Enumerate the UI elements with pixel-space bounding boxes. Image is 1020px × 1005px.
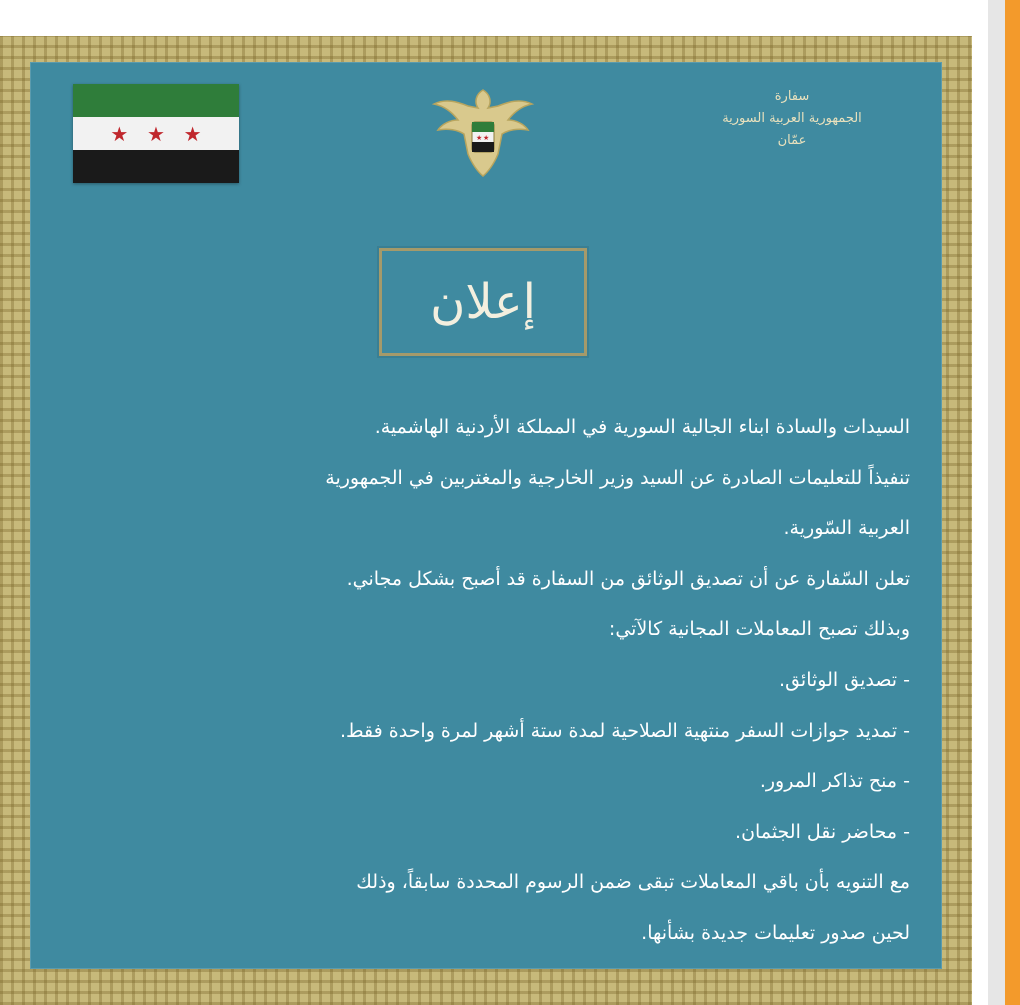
body-line: تعلن السّفارة عن أن تصديق الوثائق من السفارة قد أصبح بشكل مجاني. bbox=[346, 567, 910, 590]
body-line: لحين صدور تعليمات جديدة بشأنها. bbox=[641, 921, 910, 944]
accent-bar bbox=[1005, 0, 1020, 1005]
syrian-flag-icon: ★ ★ ★ bbox=[73, 84, 239, 183]
body-line: العربية السّورية. bbox=[783, 517, 910, 540]
body-line: - محاضر نقل الجثمان. bbox=[735, 820, 910, 843]
announcement-panel bbox=[30, 62, 942, 969]
body-line: وبذلك تصبح المعاملات المجانية كالآتي: bbox=[608, 618, 910, 641]
body-line: مع التنويه بأن باقي المعاملات تبقى ضمن الرسوم المحددة سابقاً، وذلك bbox=[356, 871, 910, 894]
svg-text:★: ★ bbox=[483, 134, 490, 142]
body-line: - منح تذاكر المرور. bbox=[759, 770, 910, 793]
embassy-header bbox=[682, 86, 902, 152]
body-line: - تصديق الوثائق. bbox=[779, 668, 910, 691]
svg-text:★: ★ bbox=[476, 134, 483, 142]
scrollbar-track[interactable] bbox=[988, 0, 1005, 1005]
body-line: - تمديد جوازات السفر منتهية الصلاحية لمدة ستة أشهر لمرة واحدة فقط. bbox=[339, 719, 910, 742]
announcement-heading: إعلان bbox=[430, 274, 536, 330]
embassy-line-2: الجمهورية العربية السورية bbox=[722, 111, 862, 126]
announcement-heading-box bbox=[379, 248, 587, 356]
body-line: السيدات والسادة ابناء الجالية السورية في المملكة الأردنية الهاشمية. bbox=[374, 416, 910, 438]
body-line: تنفيذاً للتعليمات الصادرة عن السيد وزير الخارجية والمغتربين في الجمهورية bbox=[325, 466, 910, 489]
eagle-emblem-icon bbox=[428, 84, 538, 182]
embassy-line-1: سفارة bbox=[774, 89, 810, 104]
embassy-line-3: عمّان bbox=[777, 133, 807, 148]
announcement-body bbox=[50, 402, 910, 959]
announcement-poster bbox=[0, 36, 972, 1005]
